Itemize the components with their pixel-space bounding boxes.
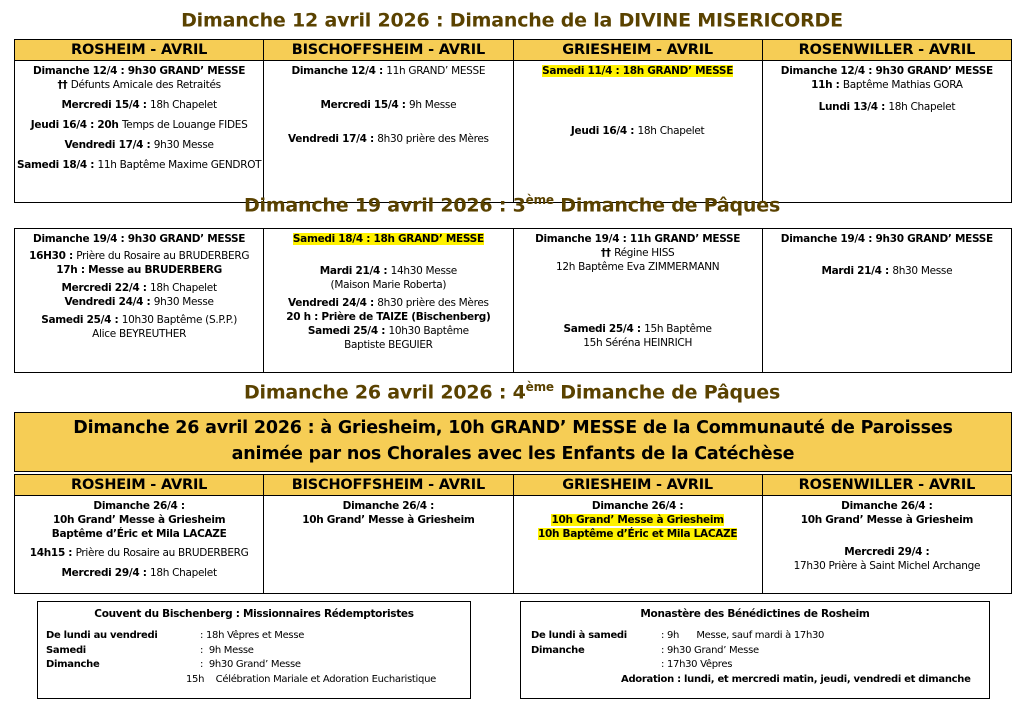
event-line <box>265 98 511 112</box>
event-label: Samedi 18/4 : <box>16 159 98 171</box>
schedule-day-label <box>46 673 186 688</box>
event-detail: 8h30 prière des Mères <box>377 297 489 309</box>
event-text <box>17 159 261 171</box>
event-text <box>601 247 675 259</box>
event-label: Jeudi 16/4 : <box>570 125 638 137</box>
column-header-rosenwiller: ROSENWILLER - AVRIL <box>762 475 1011 496</box>
event-text <box>583 337 692 349</box>
event-line <box>16 513 262 527</box>
event-text <box>33 65 245 77</box>
event-label: Dimanche 26/4 : <box>591 500 684 512</box>
griesheim-events <box>513 61 762 203</box>
griesheim-events <box>513 229 762 373</box>
schedule-times: 15h Célébration Mariale et Adoration Eucharistique <box>186 673 436 685</box>
event-detail: 10h30 Baptême <box>388 325 469 337</box>
column-header-rosheim: ROSHEIM - AVRIL <box>15 475 264 496</box>
event-line <box>16 527 262 541</box>
event-text <box>65 139 214 151</box>
event-text <box>781 65 993 77</box>
event-text <box>344 339 433 351</box>
event-detail: (Maison Marie Roberta) <box>330 279 447 291</box>
event-detail: Alice BEYREUTHER <box>92 328 187 340</box>
event-text <box>30 547 249 559</box>
event-label: 10h Grand’ Messe à Griesheim <box>800 514 974 526</box>
schedule-day-label: Dimanche <box>531 644 585 656</box>
event-line <box>764 513 1010 527</box>
event-label: Samedi 25/4 : <box>307 325 389 337</box>
event-detail: 8h30 prière des Mères <box>377 133 489 145</box>
event-line <box>515 232 761 246</box>
event-text <box>321 99 457 111</box>
schedule-row <box>531 658 989 673</box>
event-line <box>16 98 262 112</box>
event-label: 20 h : Prière de TAIZE (Bischenberg) <box>286 311 491 323</box>
event-text <box>794 560 981 572</box>
column-header-bischoffsheim: BISCHOFFSHEIM - AVRIL <box>264 475 513 496</box>
bischoffsheim-events <box>264 496 513 594</box>
event-detail: 17h30 Prière à Saint Michel Archange <box>793 560 981 572</box>
event-detail: Baptiste BEGUIER <box>344 339 433 351</box>
event-label: Dimanche 26/4 : <box>342 500 435 512</box>
event-line <box>16 138 262 152</box>
event-detail: 18h Chapelet <box>149 282 217 294</box>
event-detail: 18h Chapelet <box>888 101 956 113</box>
schedule-row <box>531 644 989 659</box>
event-line <box>764 100 1010 114</box>
column-header-griesheim: GRIESHEIM - AVRIL <box>513 475 762 496</box>
rosenwiller-events <box>762 229 1011 373</box>
event-line <box>16 566 262 580</box>
event-line <box>764 559 1010 573</box>
event-label: Dimanche 12/4 : <box>291 65 387 77</box>
event-detail: Prière du Rosaire au BRUDERBERG <box>75 547 249 559</box>
event-text <box>564 323 712 335</box>
event-line <box>764 499 1010 513</box>
event-detail: 18h Chapelet <box>637 125 705 137</box>
banner-line-2: animée par nos Chorales avec les Enfants de la Catéchèse <box>231 444 795 464</box>
event-text <box>821 265 952 277</box>
event-line <box>16 499 262 513</box>
schedule-times: : 9h30 Grand’ Messe <box>661 644 759 656</box>
column-header-rosenwiller: ROSENWILLER - AVRIL <box>762 40 1011 61</box>
event-label: 16H30 : <box>29 250 77 262</box>
schedule-times: : 17h30 Vêpres <box>661 659 733 670</box>
event-text <box>781 233 993 245</box>
schedule-day-label: Samedi <box>46 644 86 656</box>
schedule-row <box>46 658 470 673</box>
column-header-bischoffsheim: BISCHOFFSHEIM - AVRIL <box>264 40 513 61</box>
event-line <box>515 260 761 274</box>
event-line <box>16 313 262 327</box>
event-line <box>16 249 262 263</box>
schedule-row <box>531 629 989 644</box>
event-text <box>65 296 214 308</box>
week-1-title: Dimanche 12 avril 2026 : Dimanche de la DIVINE MISERICORDE <box>181 9 843 32</box>
column-header-griesheim: GRIESHEIM - AVRIL <box>513 40 762 61</box>
event-line <box>764 545 1010 559</box>
schedule-times: : 9h Messe <box>200 644 254 656</box>
rosheim-events <box>15 229 264 373</box>
event-label: Dimanche 26/4 : <box>93 500 185 512</box>
schedule-row <box>46 673 470 688</box>
event-line <box>16 263 262 277</box>
event-line <box>16 118 262 132</box>
event-line <box>515 499 761 513</box>
event-label: Mercredi 15/4 : <box>61 99 150 111</box>
event-line <box>265 296 511 310</box>
event-line <box>16 281 262 295</box>
schedule-times: : 18h Vêpres et Messe <box>200 630 305 641</box>
event-detail: Baptême Mathias GORA <box>842 79 963 91</box>
event-label: Dimanche 19/4 : 9h30 GRAND’ MESSE <box>780 233 993 245</box>
event-label: Dimanche 19/4 : 11h GRAND’ MESSE <box>535 233 741 245</box>
event-line <box>265 310 511 324</box>
schedule-times: Adoration : lundi, et mercredi matin, jeudi, vendredi et dimanche <box>621 673 971 685</box>
event-text <box>291 65 485 77</box>
event-line <box>16 78 262 92</box>
event-detail: 15h Baptême <box>644 323 712 335</box>
event-text <box>92 328 186 340</box>
event-line <box>265 338 511 352</box>
event-label: Mardi 21/4 : <box>319 265 391 277</box>
event-line <box>515 527 761 541</box>
event-detail: 14h30 Messe <box>390 265 457 277</box>
week-1-schedule-table <box>14 39 1012 203</box>
event-line <box>515 322 761 336</box>
event-detail: Prière du Rosaire au BRUDERBERG <box>76 250 250 262</box>
schedule-row <box>46 629 470 644</box>
event-line <box>16 158 262 172</box>
event-detail: 9h Messe <box>409 99 457 111</box>
event-label: 11h : <box>811 79 843 91</box>
rosenwiller-events <box>762 61 1011 203</box>
event-line <box>265 64 511 78</box>
event-text <box>556 261 719 273</box>
event-detail: 18h Chapelet <box>149 99 217 111</box>
info-box-rows <box>38 629 470 687</box>
event-label: 10h Grand’ Messe à Griesheim <box>551 514 724 526</box>
event-text <box>343 500 434 512</box>
event-text <box>308 325 469 337</box>
event-text <box>293 233 484 245</box>
event-line <box>515 64 761 78</box>
griesheim-events <box>513 496 762 594</box>
week-2-title: Dimanche 19 avril 2026 : 3ème Dimanche de Pâques <box>243 193 781 217</box>
event-label: Mardi 21/4 : <box>821 265 893 277</box>
event-line <box>515 124 761 138</box>
event-line <box>764 232 1010 246</box>
benedictines-info-box <box>520 601 990 699</box>
event-line <box>265 132 511 146</box>
event-text <box>819 101 956 113</box>
week-2-schedule-table <box>14 228 1012 373</box>
event-line <box>16 295 262 309</box>
event-text <box>61 567 216 579</box>
bischoffsheim-events <box>264 61 513 203</box>
event-label: Dimanche 26/4 : <box>841 500 933 512</box>
event-text <box>288 133 489 145</box>
event-text <box>811 79 963 91</box>
schedule-day-label: Dimanche <box>46 659 100 670</box>
event-line <box>764 64 1010 78</box>
event-text <box>57 79 220 91</box>
event-label: Dimanche 19/4 : 9h30 GRAND’ MESSE <box>33 233 246 245</box>
rosheim-events <box>15 61 264 203</box>
event-text <box>801 514 973 526</box>
event-label: Mercredi 22/4 : <box>61 282 150 294</box>
event-text <box>29 250 249 262</box>
schedule-row <box>531 673 989 688</box>
event-label: †† <box>57 79 71 91</box>
rosheim-events <box>15 496 264 594</box>
event-text <box>61 282 216 294</box>
event-text <box>320 265 457 277</box>
schedule-row <box>46 644 470 659</box>
event-label: †† <box>600 247 615 259</box>
event-detail: 11h Baptême Maxime GENDROT <box>97 159 262 171</box>
event-label: Vendredi 24/4 : <box>288 297 378 309</box>
event-detail: 9h30 Messe <box>153 139 214 151</box>
event-text <box>302 514 474 526</box>
event-line <box>764 264 1010 278</box>
event-label: Samedi 11/4 : 18h GRAND’ MESSE <box>542 65 734 77</box>
event-text <box>56 264 222 276</box>
event-label: Mercredi 29/4 : <box>844 546 930 558</box>
event-label: Baptême d’Éric et Mila LACAZE <box>51 528 227 540</box>
event-detail: 12h Baptême Eva ZIMMERMANN <box>555 261 720 273</box>
event-text <box>592 500 683 512</box>
event-text <box>542 65 733 77</box>
event-label: 14h15 : <box>29 547 76 559</box>
event-text <box>535 233 740 245</box>
banner-line-1: Dimanche 26 avril 2026 : à Griesheim, 10h GRAND’ MESSE de la Communauté de Paroisses <box>73 418 953 438</box>
event-line <box>764 78 1010 92</box>
event-label: Samedi 25/4 : <box>563 323 645 335</box>
schedule-day-label: De lundi au vendredi <box>46 630 158 641</box>
event-line <box>265 264 511 278</box>
event-detail: 9h30 Messe <box>153 296 214 308</box>
event-text <box>33 233 245 245</box>
event-line <box>265 232 511 246</box>
event-text <box>53 514 225 526</box>
event-label: Mercredi 29/4 : <box>61 567 150 579</box>
event-text <box>93 500 184 512</box>
event-label: 17h : Messe au BRUDERBERG <box>56 264 222 276</box>
event-text <box>331 279 447 291</box>
event-text <box>288 297 489 309</box>
event-line <box>265 278 511 292</box>
event-detail: Défunts Amicale des Retraités <box>70 79 221 91</box>
event-text <box>41 314 237 326</box>
schedule-day-label: De lundi à samedi <box>531 630 627 641</box>
community-mass-banner <box>14 412 1012 472</box>
event-detail: 10h30 Baptême (S.P.P.) <box>121 314 238 326</box>
schedule-day-label <box>531 673 621 688</box>
event-label: Dimanche 12/4 : 9h30 GRAND’ MESSE <box>33 65 246 77</box>
event-label: Vendredi 17/4 : <box>64 139 154 151</box>
event-line <box>16 64 262 78</box>
info-box-title: Monastère des Bénédictines de Rosheim <box>640 608 870 620</box>
event-line <box>515 336 761 350</box>
event-detail: 11h GRAND’ MESSE <box>386 65 486 77</box>
event-label: Samedi 25/4 : <box>41 314 122 326</box>
event-label: 10h Grand’ Messe à Griesheim <box>52 514 226 526</box>
event-line <box>16 232 262 246</box>
event-label: Mercredi 15/4 : <box>320 99 410 111</box>
schedule-times: : 9h Messe, sauf mardi à 17h30 <box>661 630 825 641</box>
event-text <box>31 119 248 131</box>
event-label: Jeudi 16/4 : 20h <box>30 119 122 131</box>
event-text <box>61 99 216 111</box>
event-detail: Temps de Louange FIDES <box>121 119 248 131</box>
event-text <box>841 500 932 512</box>
event-label: 10h Grand’ Messe à Griesheim <box>302 514 475 526</box>
bischoffsheim-events <box>264 229 513 373</box>
event-line <box>16 546 262 560</box>
event-label: Vendredi 17/4 : <box>288 133 378 145</box>
event-text <box>286 311 490 323</box>
week-3-schedule-table <box>14 474 1012 594</box>
event-detail: 8h30 Messe <box>892 265 953 277</box>
week-3-title: Dimanche 26 avril 2026 : 4ème Dimanche de Pâques <box>243 380 781 404</box>
schedule-times: : 9h30 Grand’ Messe <box>200 659 301 670</box>
info-box-title: Couvent du Bischenberg : Missionnaires Rédemptoristes <box>94 608 414 620</box>
schedule-day-label <box>531 658 661 673</box>
event-label: 10h Baptême d’Éric et Mila LACAZE <box>537 528 738 540</box>
event-label: Samedi 18/4 : 18h GRAND’ MESSE <box>292 233 484 245</box>
event-text <box>551 514 723 526</box>
event-detail: Régine HISS <box>614 247 675 259</box>
event-line <box>16 327 262 341</box>
info-box-rows <box>521 629 989 687</box>
event-label: Dimanche 12/4 : 9h30 GRAND’ MESSE <box>780 65 993 77</box>
event-text <box>571 125 704 137</box>
event-text <box>538 528 737 540</box>
column-header-rosheim: ROSHEIM - AVRIL <box>15 40 264 61</box>
event-line <box>265 499 511 513</box>
event-label: Lundi 13/4 : <box>818 101 889 113</box>
event-line <box>515 246 761 260</box>
event-detail: 18h Chapelet <box>149 567 217 579</box>
event-detail: 15h Séréna HEINRICH <box>583 337 693 349</box>
event-text <box>844 546 929 558</box>
event-line <box>265 324 511 338</box>
event-line <box>265 513 511 527</box>
event-text <box>52 528 227 540</box>
rosenwiller-events <box>762 496 1011 594</box>
bischenberg-info-box <box>37 601 471 699</box>
event-line <box>515 513 761 527</box>
event-label: Vendredi 24/4 : <box>64 296 154 308</box>
